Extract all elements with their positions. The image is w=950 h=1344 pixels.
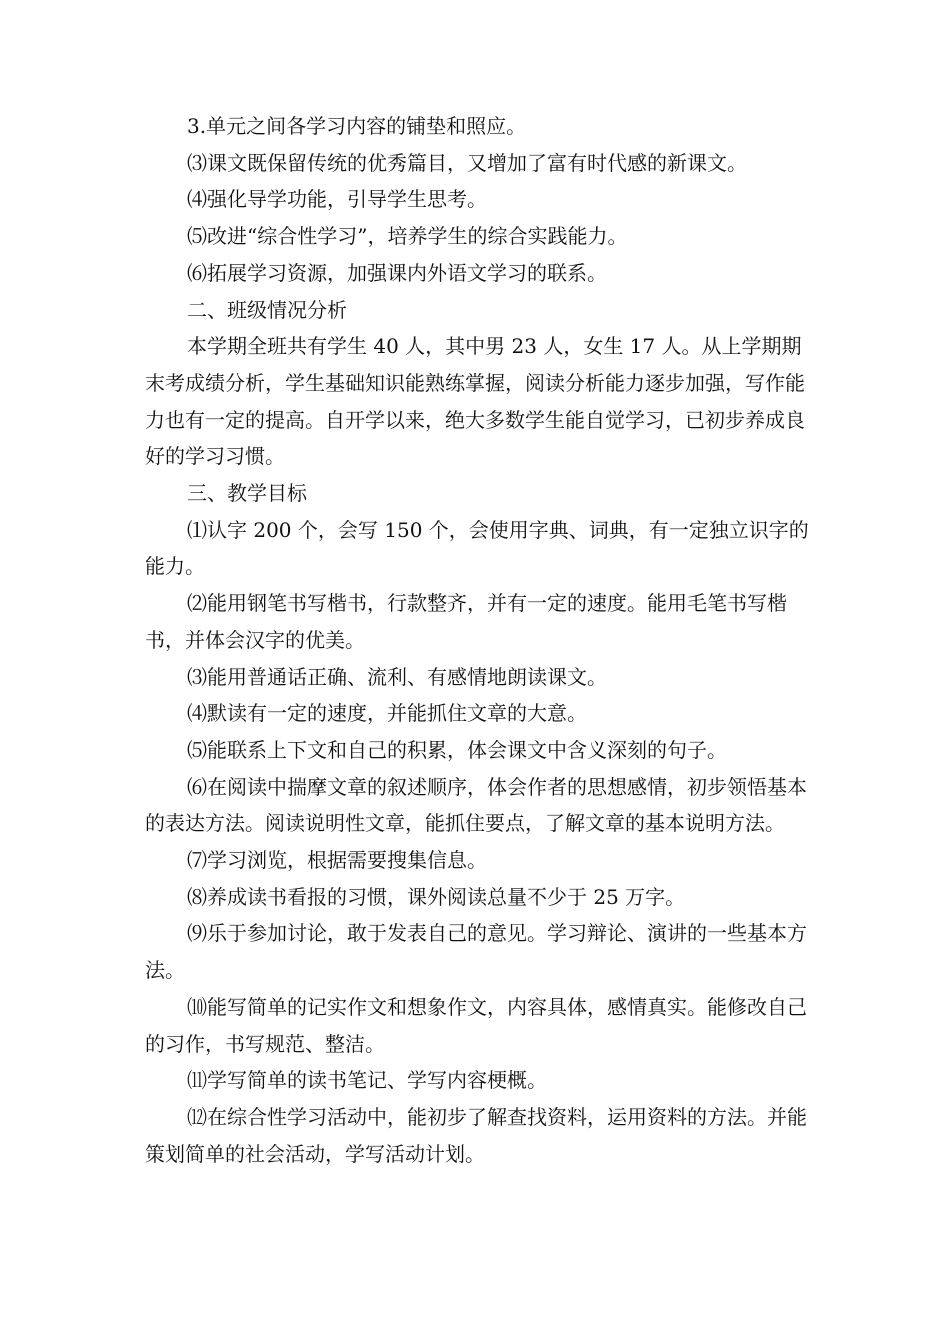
paragraph: ⑸能联系上下文和自己的积累，体会课文中含义深刻的句子。 xyxy=(187,737,727,762)
document-body xyxy=(145,108,815,1172)
paragraph: ⑵能用钢笔书写楷书，行款整齐，并有一定的速度。能用毛笔书写楷书，并体会汉字的优美。 xyxy=(145,591,787,652)
paragraph: ⑽能写简单的记实作文和想象作文，内容具体，感情真实。能修改自己的习作，书写规范、整洁。 xyxy=(145,994,807,1056)
paragraph: ⑿在综合性学习活动中，能初步了解查找资料，运用资料的方法。并能策划简单的社会活动，学写活动计划。 xyxy=(145,1104,807,1166)
paragraph: ⑷强化导学功能，引导学生思考。 xyxy=(187,187,487,212)
paragraph: ⑺学习浏览，根据需要搜集信息。 xyxy=(187,848,487,873)
paragraph: ⑴认字 200 个，会写 150 个，会使用字典、词典，有一定独立识字的能力。 xyxy=(145,517,809,579)
section-heading: 三、教学目标 xyxy=(187,481,307,506)
paragraph: ⑹在阅读中揣摩文章的叙述顺序，体会作者的思想感情，初步领悟基本的表达方法。阅读说明性文章，能抓住要点，了解文章的基本说明方法。 xyxy=(145,774,807,836)
paragraph: ⑶能用普通话正确、流利、有感情地朗读课文。 xyxy=(187,664,607,689)
paragraph: ⑼乐于参加讨论，敢于发表自己的意见。学习辩论、演讲的一些基本方法。 xyxy=(145,921,807,983)
paragraph: ⑾学写简单的读书笔记、学写内容梗概。 xyxy=(187,1068,547,1093)
section-heading: 二、班级情况分析 xyxy=(187,297,347,322)
paragraph: ⑹拓展学习资源，加强课内外语文学习的联系。 xyxy=(187,260,607,285)
paragraph: 3.单元之间各学习内容的铺垫和照应。 xyxy=(187,114,527,138)
paragraph: ⑸改进“综合性学习”，培养学生的综合实践能力。 xyxy=(187,224,628,249)
paragraph: 本学期全班共有学生 40 人，其中男 23 人，女生 17 人。从上学期期末考成绩分析，学生基础知识能熟练掌握，阅读分析能力逐步加强，写作能力也有一定的提高。自开学以来，绝大多数学生能自觉学习，已初步养成良好的学习习惯。 xyxy=(145,334,805,469)
paragraph: ⑶课文既保留传统的优秀篇目，又增加了富有时代感的新课文。 xyxy=(187,150,747,175)
paragraph: ⑷默读有一定的速度，并能抓住文章的大意。 xyxy=(187,701,587,726)
paragraph: ⑻养成读书看报的习惯，课外阅读总量不少于 25 万字。 xyxy=(187,884,686,909)
